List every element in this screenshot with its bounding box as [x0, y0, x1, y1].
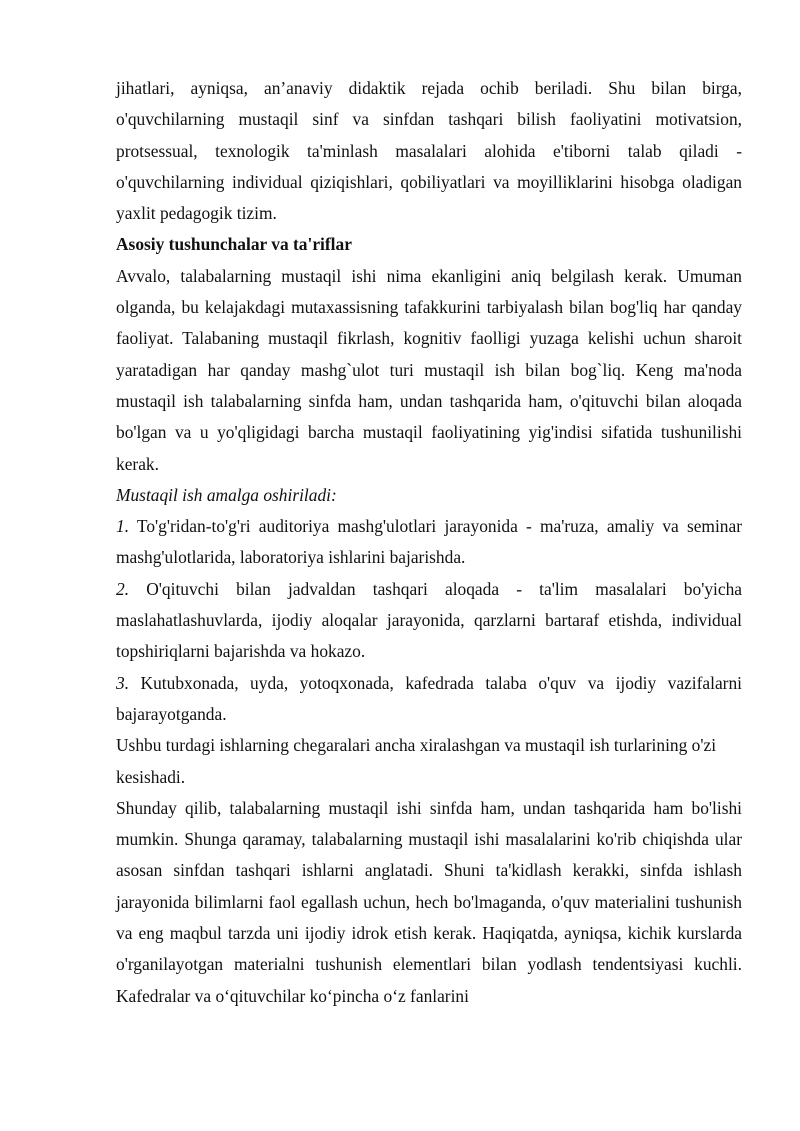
document-page [116, 73, 742, 1012]
boundary-paragraph: Ushbu turdagi ishlarning chegaralari ancha xiralashgan va mustaqil ish turlarining o'zi kesishadi. [116, 735, 717, 787]
list-item-number: 2. [116, 578, 130, 599]
list-item-text: To'g'ridan-to'g'ri auditoriya mashg'ulotlari jarayonida - ma'ruza, amaliy va seminar mashg'ulotlarida, laboratoriya ishlarini bajarishda. [116, 516, 742, 568]
list-item-text: O'qituvchi bilan jadvaldan tashqari aloqada - ta'lim masalalari bo'yicha maslahatlashuvlarda, ijodiy aloqalar jarayonida, qarzlarni bartaraf etishda, individual topshiriqlarni bajarishda va hokazo. [116, 578, 742, 662]
list-intro: Mustaqil ish amalga oshiriladi: [116, 484, 337, 505]
definition-paragraph: Avvalo, talabalarning mustaqil ishi nima ekanligini aniq belgilash kerak. Umuman olganda, bu kelajakdagi mutaxassisning tafakkurini tarbiyalash bilan bog'liq har qanday faoliyat. Talabaning mustaqil fikrlash, kognitiv faolligi yuzaga kelishi uchun sharoit yaratadigan har qanday mashg`ulot turi mustaqil ish bilan bog`liq. Keng ma'noda mustaqil ish talabalarning sinfda ham, undan tashqarida ham, o'qituvchi bilan aloqada bo'lgan va u yo'qligidagi barcha mustaqil faoliyatining yig'indisi sifatida tushunilishi kerak. [116, 265, 742, 474]
section-heading: Asosiy tushunchalar va ta'riflar [116, 234, 352, 255]
list-item-text: Kutubxonada, uyda, yotoqxonada, kafedrada talaba o'quv va ijodiy vazifalarni bajarayotganda. [116, 672, 742, 724]
list-item-1 [116, 511, 742, 574]
list-item-2 [116, 574, 742, 668]
intro-paragraph: jihatlari, ayniqsa, an’anaviy didaktik rejada ochib beriladi. Shu bilan birga, o'quvchilarning mustaqil sinf va sinfdan tashqari bilish faoliyatini motivatsion, protsessual, texnologik ta'minlash masalalari alohida e'tiborni talab qiladi - o'quvchilarning individual qiziqishlari, qobiliyatlari va moyilliklarini hisobga oladigan yaxlit pedagogik tizim. [116, 78, 742, 224]
list-item-number: 1. [116, 516, 130, 537]
list-item-number: 3. [116, 672, 130, 693]
list-item-3 [116, 668, 742, 731]
conclusion-paragraph: Shunday qilib, talabalarning mustaqil ishi sinfda ham, undan tashqarida ham bo'lishi mumkin. Shunga qaramay, talabalarning mustaqil ishi masalalarini ko'rib chiqishda ular asosan sinfdan tashqari ishlarni anglatadi. Shuni ta'kidlash kerakki, sinfda ishlash jarayonida bilimlarni faol egallash uchun, hech bo'lmaganda, o'quv materialini tushunish va eng maqbul tarzda uni ijodiy idrok etish kerak. Haqiqatda, ayniqsa, kichik kurslarda o'rganilayotgan materialni tushunish elementlari bilan yodlash tendentsiyasi kuchli. Kafedralar va o‘qituvchilar ko‘pincha o‘z fanlarini [116, 797, 742, 1006]
